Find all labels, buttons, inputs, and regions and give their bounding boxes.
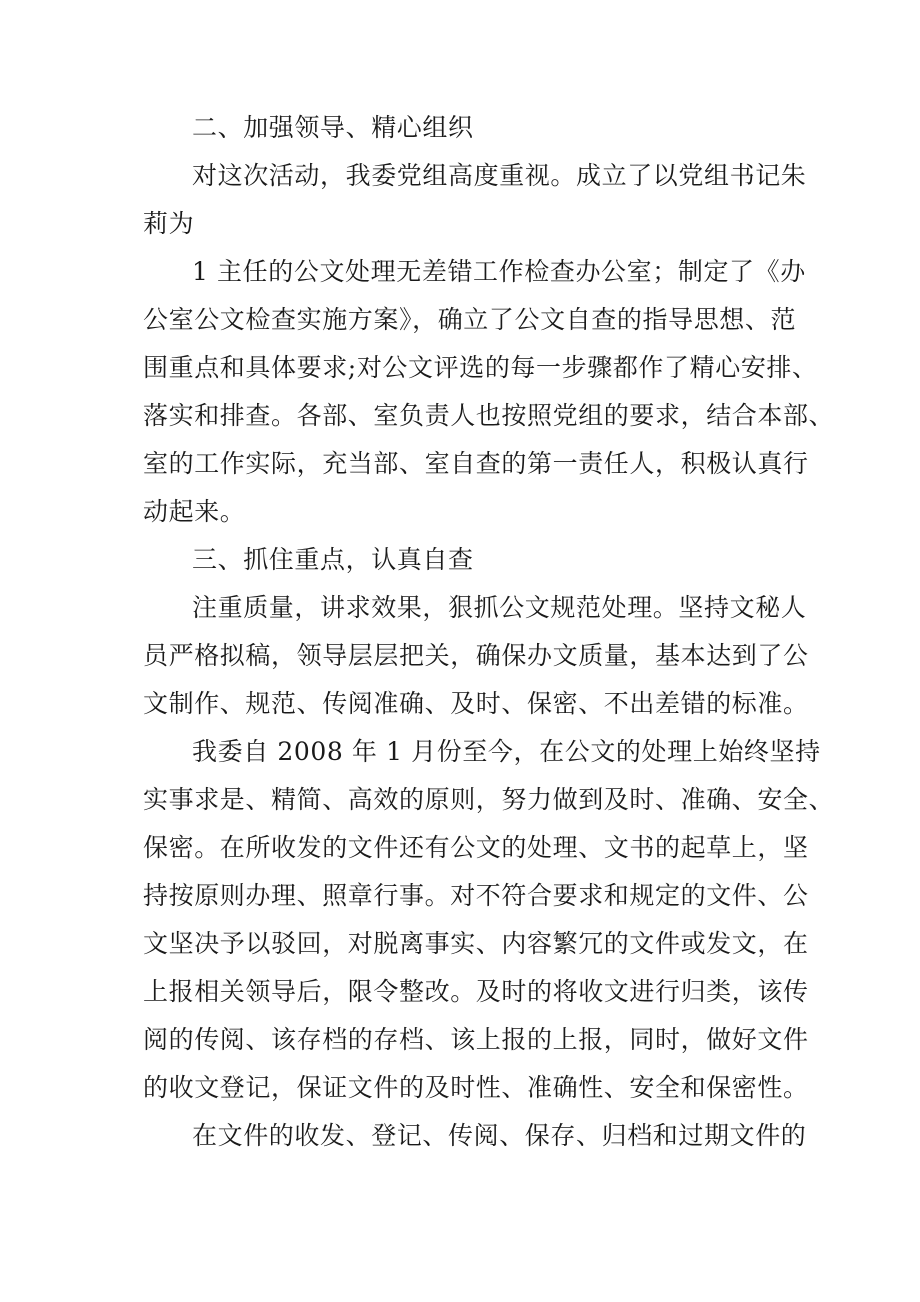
section-heading-2: 二、加强领导、精心组织 (192, 113, 474, 142)
paragraph-line: 在文件的收发、登记、传阅、保存、归档和过期文件的 (192, 1121, 807, 1150)
paragraph-line: 持按原则办理、照章行事。对不符合要求和规定的文件、公 (143, 881, 809, 910)
paragraph-line: 上报相关领导后，限令整改。及时的将收文进行归类，该传 (143, 977, 809, 1006)
paragraph-line: 我委自 2008 年 1 月份至今，在公文的处理上始终坚持 (192, 737, 821, 766)
paragraph-line: 阅的传阅、该存档的存档、该上报的上报，同时，做好文件 (143, 1025, 809, 1054)
paragraph-line: 围重点和具体要求;对公文评选的每一步骤都作了精心安排、 (143, 353, 818, 382)
paragraph-line: 的收文登记，保证文件的及时性、准确性、安全和保密性。 (143, 1073, 809, 1102)
paragraph-line: 实事求是、精简、高效的原则，努力做到及时、准确、安全、 (143, 785, 835, 814)
paragraph-line: 保密。在所收发的文件还有公文的处理、文书的起草上，坚 (143, 833, 809, 862)
paragraph-line: 落实和排查。各部、室负责人也按照党组的要求，结合本部、 (143, 401, 835, 430)
paragraph-line: 注重质量，讲求效果，狠抓公文规范处理。坚持文秘人 (192, 593, 807, 622)
paragraph-line: 室的工作实际，充当部、室自查的第一责任人，积极认真行 (143, 449, 809, 478)
paragraph-line: 文坚决予以驳回，对脱离事实、内容繁冗的文件或发文，在 (143, 929, 809, 958)
paragraph-line: 员严格拟稿，领导层层把关，确保办文质量，基本达到了公 (143, 641, 809, 670)
paragraph-line: 1 主任的公文处理无差错工作检查办公室；制定了《办 (192, 257, 806, 286)
paragraph-line: 动起来。 (143, 497, 246, 526)
section-heading-3: 三、抓住重点，认真自查 (192, 545, 474, 574)
paragraph-line: 文制作、规范、传阅准确、及时、保密、不出差错的标准。 (143, 689, 809, 718)
paragraph-line: 对这次活动，我委党组高度重视。成立了以党组书记朱 (192, 161, 807, 190)
paragraph-line: 公室公文检查实施方案》，确立了公文自查的指导思想、范 (143, 305, 797, 334)
paragraph-line: 莉为 (143, 209, 195, 238)
